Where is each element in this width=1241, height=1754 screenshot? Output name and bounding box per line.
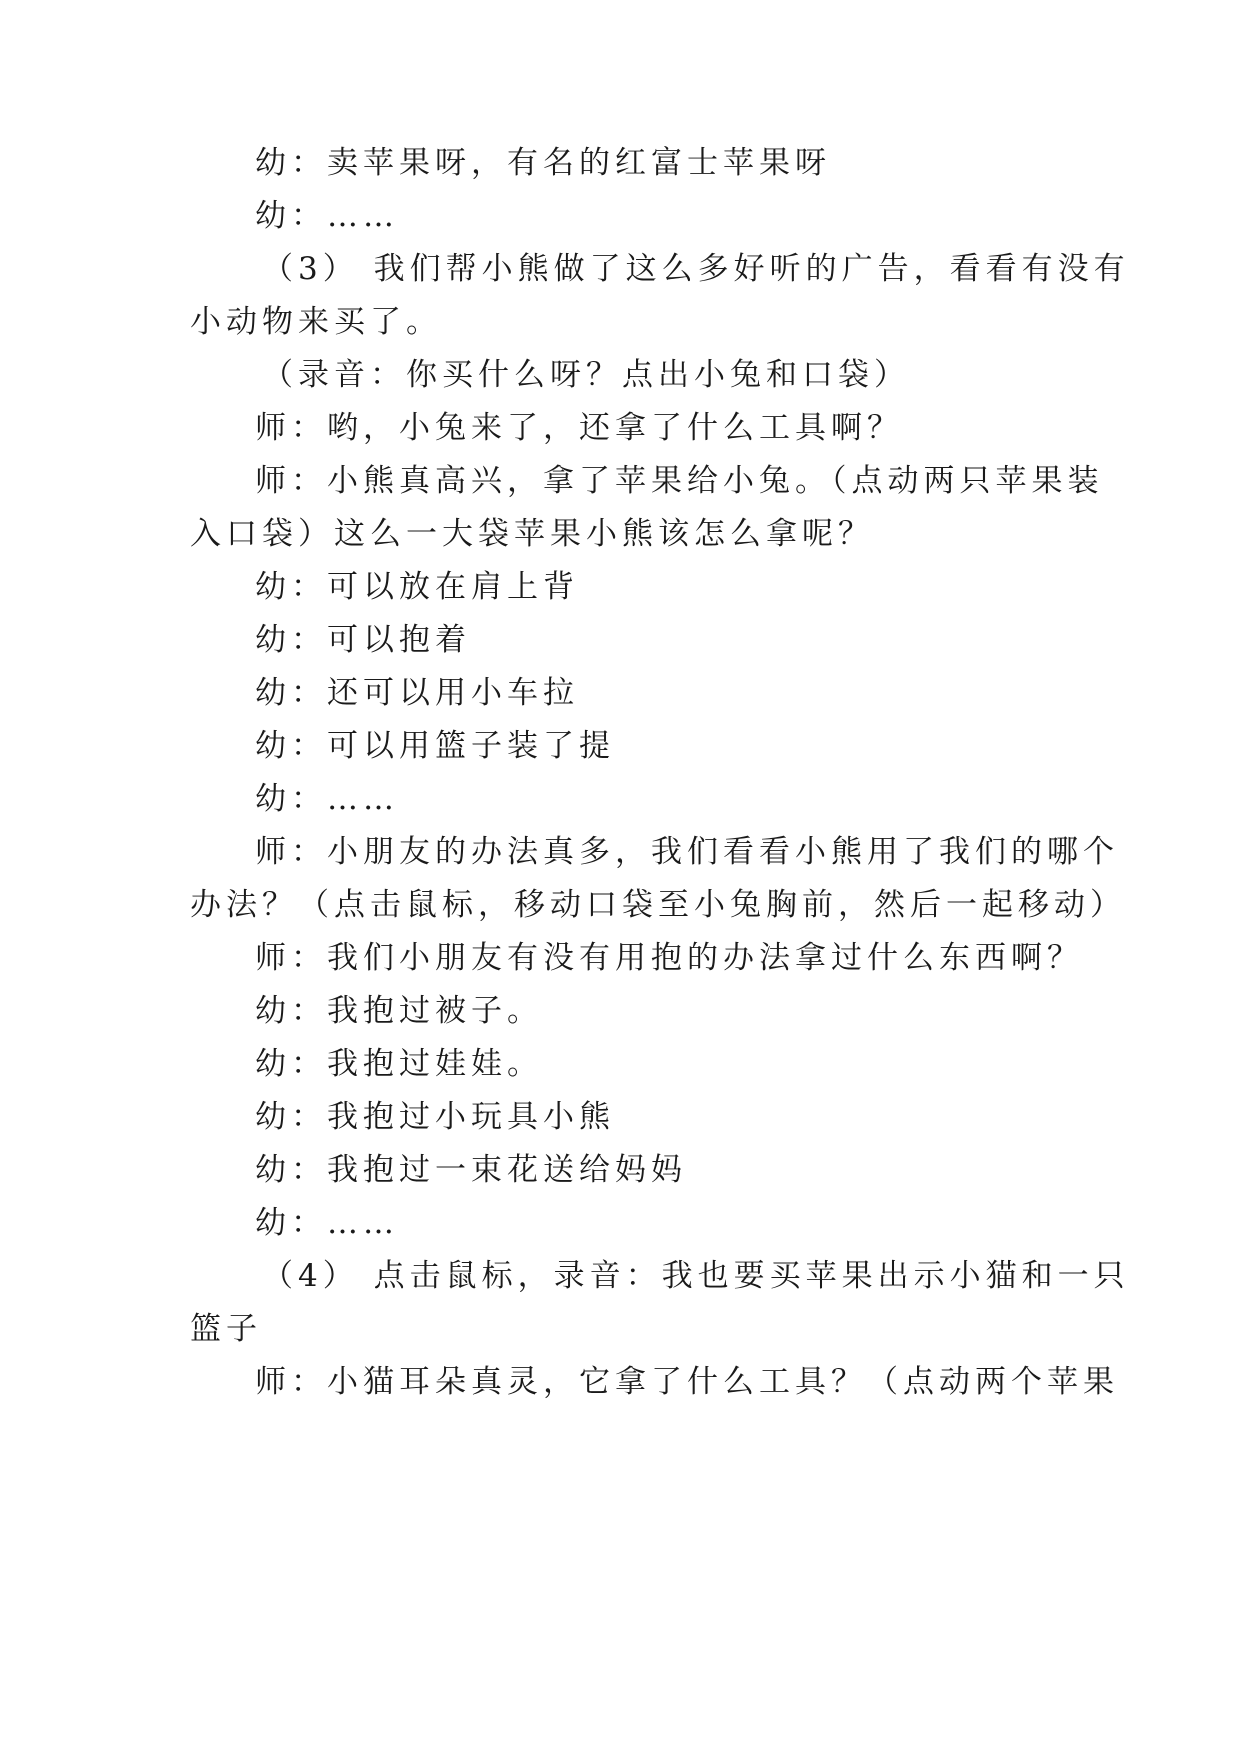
section-heading-4: （4） 点击鼠标，录音：我也要买苹果出示小猫和一只 (262, 1258, 1130, 1294)
dialogue-line: 师：小朋友的办法真多，我们看看小熊用了我们的哪个 (255, 834, 1119, 870)
dialogue-line: 幼：可以用篮子装了提 (255, 728, 615, 764)
dialogue-line: 幼：我抱过一束花送给妈妈 (255, 1152, 687, 1188)
dialogue-line: 幼：我抱过小玩具小熊 (255, 1099, 615, 1135)
dialogue-line: 幼：可以放在肩上背 (255, 569, 579, 605)
dialogue-line: 幼：我抱过被子。 (255, 993, 543, 1029)
dialogue-line: 幼：…… (255, 198, 399, 234)
paragraph-continuation: 办法？（点击鼠标，移动口袋至小兔胸前，然后一起移动） (190, 887, 1126, 923)
dialogue-line: 幼：…… (255, 1205, 399, 1241)
dialogue-line: 幼：卖苹果呀，有名的红富士苹果呀 (255, 145, 831, 181)
dialogue-line: 师：小猫耳朵真灵，它拿了什么工具？（点动两个苹果 (255, 1364, 1119, 1400)
dialogue-line: 幼：我抱过娃娃。 (255, 1046, 543, 1082)
dialogue-line: 师：哟，小兔来了，还拿了什么工具啊？ (255, 410, 903, 446)
dialogue-line: 幼：可以抱着 (255, 622, 471, 658)
dialogue-line: 师：小熊真高兴，拿了苹果给小兔。（点动两只苹果装 (255, 463, 1104, 499)
dialogue-line: 师：我们小朋友有没有用抱的办法拿过什么东西啊？ (255, 940, 1083, 976)
dialogue-line: 幼：还可以用小车拉 (255, 675, 579, 711)
paragraph-continuation: 小动物来买了。 (190, 304, 442, 340)
section-heading-3: （3） 我们帮小熊做了这么多好听的广告，看看有没有 (262, 251, 1130, 287)
paragraph-continuation: 篮子 (190, 1311, 262, 1347)
paragraph-continuation: 入口袋）这么一大袋苹果小熊该怎么拿呢？ (190, 516, 874, 552)
dialogue-line: 幼：…… (255, 781, 399, 817)
stage-direction: （录音：你买什么呀？点出小兔和口袋） (262, 357, 910, 393)
